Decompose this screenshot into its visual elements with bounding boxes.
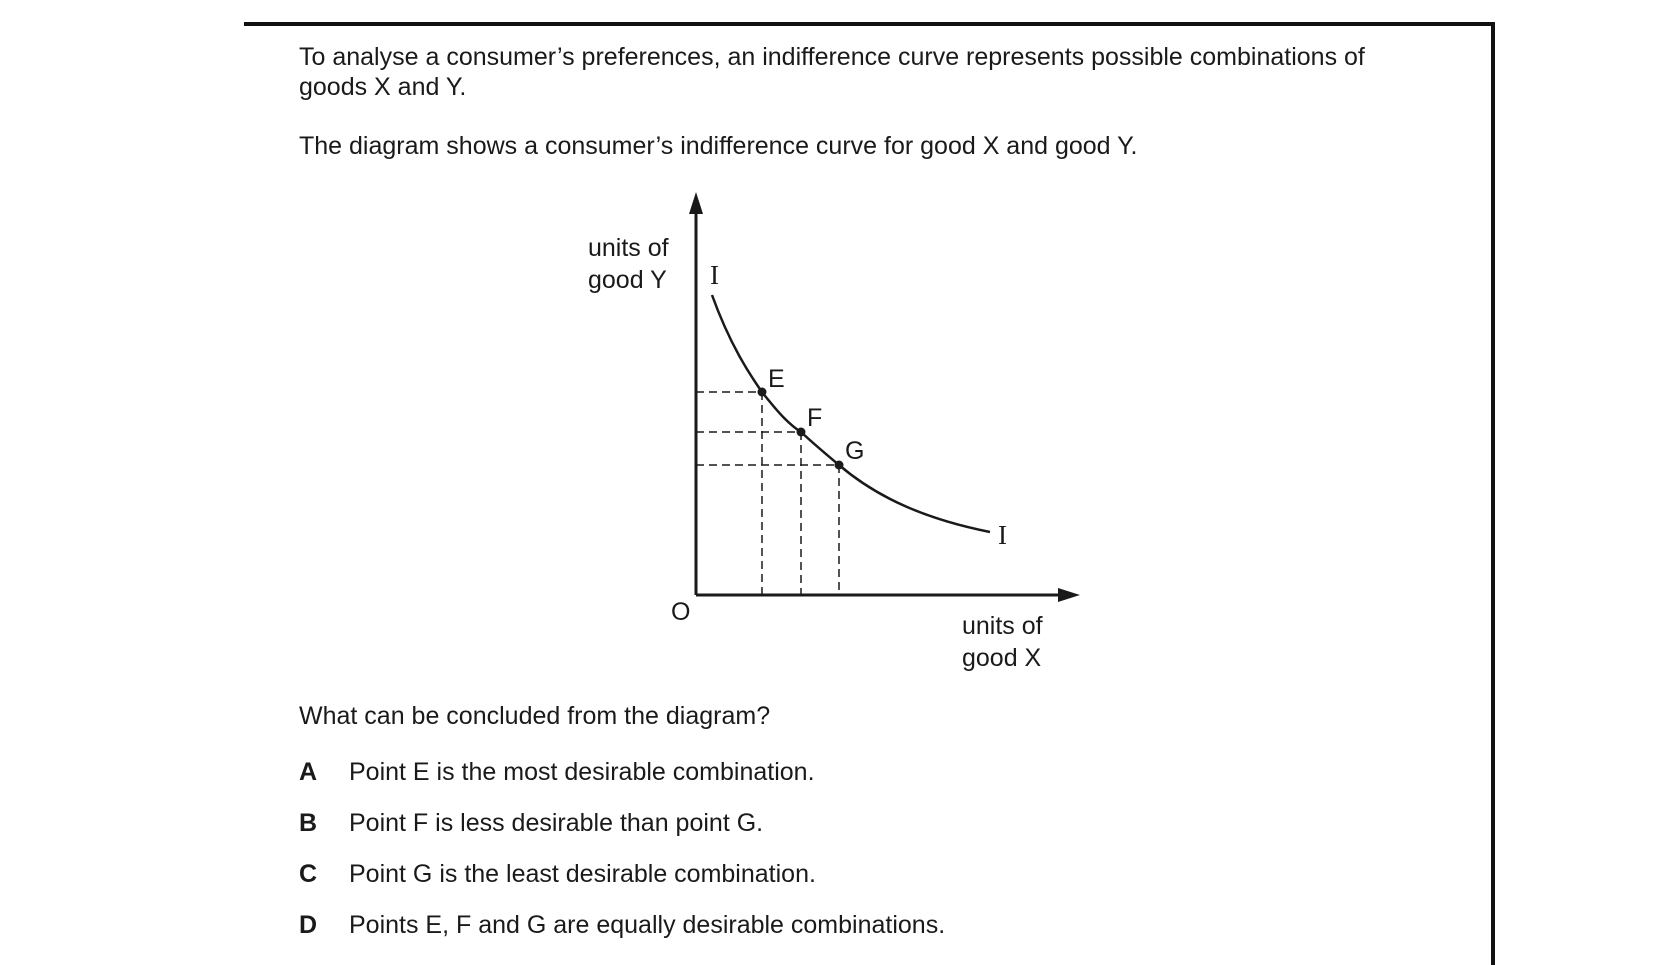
option-b-letter: B xyxy=(299,809,318,837)
option-c[interactable] xyxy=(299,859,816,889)
y-axis-arrowhead xyxy=(689,192,703,214)
curve-label-end: I xyxy=(998,520,1007,550)
indifference-curve xyxy=(712,295,990,532)
curve-label-start: I xyxy=(710,260,719,290)
point-g-marker xyxy=(835,461,844,470)
option-a-text: Point E is the most desirable combination. xyxy=(349,758,815,786)
diagram-caption: The diagram shows a consumer’s indifference curve for good X and good Y. xyxy=(299,132,1138,160)
y-axis-label-line-1: units of xyxy=(588,234,669,262)
option-a-letter: A xyxy=(299,758,318,786)
intro-text-line-2: goods X and Y. xyxy=(299,73,467,101)
x-axis-label-line-2: good X xyxy=(962,644,1042,672)
x-axis-label-line-1: units of xyxy=(962,612,1043,640)
option-b[interactable] xyxy=(299,808,763,838)
option-a[interactable] xyxy=(299,757,815,787)
option-d-text: Points E, F and G are equally desirable combinations. xyxy=(349,911,946,939)
y-axis-label-line-2: good Y xyxy=(588,266,667,294)
origin-label: O xyxy=(671,598,691,626)
option-c-text: Point G is the least desirable combination. xyxy=(349,860,816,888)
point-e-marker xyxy=(758,388,767,397)
x-axis-arrowhead xyxy=(1058,588,1080,602)
intro-text-line-1: To analyse a consumer’s preferences, an indifference curve represents possible combinations of xyxy=(299,43,1365,71)
point-g-label: G xyxy=(845,437,865,465)
option-b-text: Point F is less desirable than point G. xyxy=(349,809,764,837)
question-prompt: What can be concluded from the diagram? xyxy=(299,702,771,730)
option-c-letter: C xyxy=(299,860,318,888)
option-d-letter: D xyxy=(299,911,318,939)
point-f-marker xyxy=(797,428,806,437)
point-f-label: F xyxy=(807,404,823,432)
option-d[interactable] xyxy=(299,910,945,940)
point-e-label: E xyxy=(768,365,785,393)
